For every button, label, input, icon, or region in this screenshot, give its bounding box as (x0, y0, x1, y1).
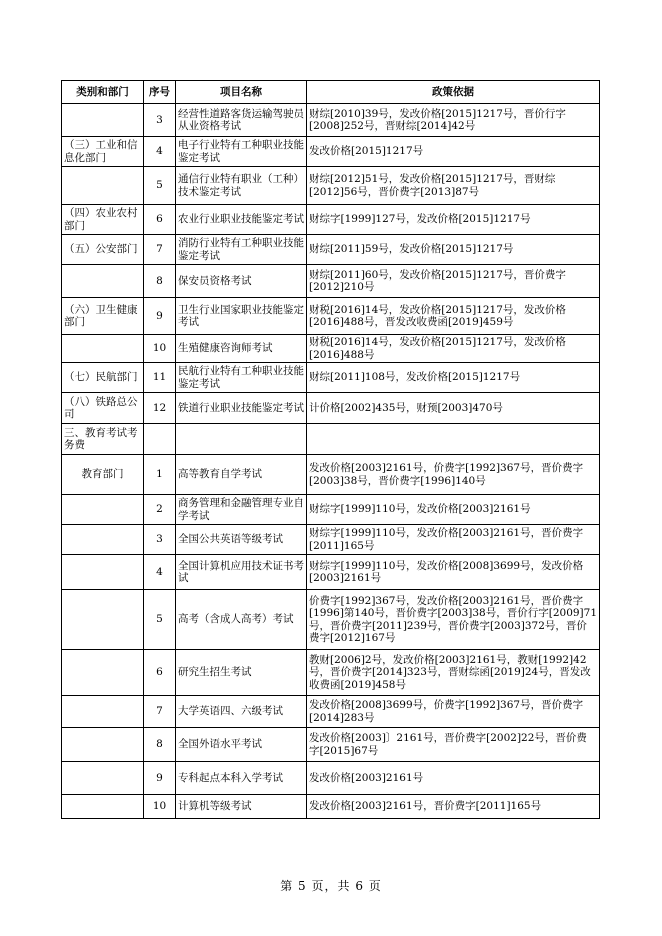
page-footer: 第 5 页，共 6 页 (280, 879, 382, 893)
cell-name: 电子行业特有工种职业技能鉴定考试 (176, 137, 307, 167)
cell-number: 6 (144, 205, 176, 235)
cell-number: 8 (144, 728, 176, 762)
cell-number: 1 (144, 455, 176, 495)
cell-name: 卫生行业国家职业技能鉴定考试 (176, 298, 307, 335)
table-row (62, 335, 600, 363)
cell-name: 计算机等级考试 (176, 795, 307, 819)
cell-name: 生殖健康咨询师考试 (176, 335, 307, 363)
table-row (62, 265, 600, 298)
cell-number (144, 424, 176, 455)
cell-category (62, 696, 144, 728)
table-row (62, 455, 600, 495)
cell-category: （四）农业农村部门 (62, 205, 144, 235)
cell-number: 10 (144, 795, 176, 819)
table-row (62, 205, 600, 235)
cell-basis: 财综字[1999]127号，发改价格[2015]1217号 (307, 205, 600, 235)
cell-category: （七）民航部门 (62, 363, 144, 393)
table-body (62, 104, 600, 819)
cell-category (62, 590, 144, 650)
cell-number: 6 (144, 650, 176, 696)
cell-number: 8 (144, 265, 176, 298)
cell-name: 全国外语水平考试 (176, 728, 307, 762)
cell-category (62, 265, 144, 298)
table-row (62, 650, 600, 696)
cell-name: 经营性道路客货运输驾驶员从业资格考试 (176, 104, 307, 137)
cell-name: 商务管理和金融管理专业自学考试 (176, 495, 307, 525)
cell-name: 全国计算机应用技术证书考试 (176, 555, 307, 590)
cell-category (62, 525, 144, 555)
table-row (62, 696, 600, 728)
cell-number: 11 (144, 363, 176, 393)
cell-basis: 发改价格[2008]3699号，价费字[1992]367号，晋价费字[2014]283号 (307, 696, 600, 728)
cell-basis: 财综字[1999]110号，发改价格[2003]2161号，晋价费字[2011]165号 (307, 525, 600, 555)
cell-basis: 财综[2012]51号，发改价格[2015]1217号，晋财综[2012]56号，晋价费字[2013]87号 (307, 167, 600, 205)
cell-basis: 发改价格[2003]〕2161号，晋价费字[2002]22号，晋价费字[2015]67号 (307, 728, 600, 762)
table-row (62, 590, 600, 650)
cell-basis: 发改价格[2015]1217号 (307, 137, 600, 167)
table-row (62, 104, 600, 137)
header-basis: 政策依据 (307, 81, 600, 104)
table-row (62, 298, 600, 335)
cell-name: 通信行业特有职业（工种）技术鉴定考试 (176, 167, 307, 205)
cell-basis: 财税[2016]14号，发改价格[2015]1217号，发改价格[2016]488号 (307, 335, 600, 363)
cell-number: 3 (144, 104, 176, 137)
cell-name: 大学英语四、六级考试 (176, 696, 307, 728)
cell-name: 保安员资格考试 (176, 265, 307, 298)
cell-number: 10 (144, 335, 176, 363)
table-row (62, 762, 600, 795)
cell-number: 4 (144, 555, 176, 590)
cell-basis: 财综[2011]108号，发改价格[2015]1217号 (307, 363, 600, 393)
cell-basis (307, 424, 600, 455)
cell-number: 5 (144, 590, 176, 650)
table-row (62, 363, 600, 393)
cell-basis: 发改价格[2003]2161号，晋价费字[2011]165号 (307, 795, 600, 819)
cell-basis: 财税[2016]14号，发改价格[2015]1217号，发改价格[2016]488号，晋发改收费函[2019]459号 (307, 298, 600, 335)
cell-basis: 财综[2011]59号，发改价格[2015]1217号 (307, 235, 600, 265)
header-category: 类别和部门 (62, 81, 144, 104)
table-row (62, 728, 600, 762)
table-row (62, 167, 600, 205)
cell-category (62, 555, 144, 590)
cell-category: （八）铁路总公司 (62, 393, 144, 424)
table-row (62, 495, 600, 525)
table-row (62, 525, 600, 555)
table-row (62, 424, 600, 455)
cell-basis: 财综字[1999]110号，发改价格[2003]2161号 (307, 495, 600, 525)
cell-name: 铁道行业职业技能鉴定考试 (176, 393, 307, 424)
cell-basis: 财综字[1999]110号，发改价格[2008]3699号，发改价格[2003]2161号 (307, 555, 600, 590)
table-row (62, 393, 600, 424)
cell-category (62, 728, 144, 762)
cell-name: 高等教育自学考试 (176, 455, 307, 495)
cell-name: 高考（含成人高考）考试 (176, 590, 307, 650)
cell-basis: 教财[2006]2号，发改价格[2003]2161号，教财[1992]42号，晋价费字[2014]323号，晋财综函[2019]24号，晋发改收费函[2019]458号 (307, 650, 600, 696)
cell-name: 全国公共英语等级考试 (176, 525, 307, 555)
cell-name (176, 424, 307, 455)
table-row (62, 235, 600, 265)
cell-category: （六）卫生健康部门 (62, 298, 144, 335)
cell-category (62, 104, 144, 137)
cell-category (62, 335, 144, 363)
cell-category: 教育部门 (62, 455, 144, 495)
cell-number: 7 (144, 235, 176, 265)
header-name: 项目名称 (176, 81, 307, 104)
table-header-row (62, 81, 600, 104)
table-row (62, 555, 600, 590)
cell-number: 7 (144, 696, 176, 728)
cell-name: 农业行业职业技能鉴定考试 (176, 205, 307, 235)
header-number: 序号 (144, 81, 176, 104)
cell-category: （三）工业和信息化部门 (62, 137, 144, 167)
cell-number: 3 (144, 525, 176, 555)
cell-number: 2 (144, 495, 176, 525)
table-row (62, 137, 600, 167)
cell-name: 民航行业特有工种职业技能鉴定考试 (176, 363, 307, 393)
cell-category: （五）公安部门 (62, 235, 144, 265)
cell-category (62, 495, 144, 525)
cell-category: 三、教育考试考务费 (62, 424, 144, 455)
cell-number: 9 (144, 298, 176, 335)
cell-category (62, 762, 144, 795)
cell-basis: 财综[2011]60号，发改价格[2015]1217号，晋价费字[2012]210号 (307, 265, 600, 298)
cell-basis: 发改价格[2003]2161号，价费字[1992]367号，晋价费字[2003]38号，晋价费字[1996]140号 (307, 455, 600, 495)
cell-name: 专科起点本科入学考试 (176, 762, 307, 795)
cell-category (62, 795, 144, 819)
policy-table (61, 80, 600, 819)
cell-category (62, 167, 144, 205)
cell-name: 消防行业特有工种职业技能鉴定考试 (176, 235, 307, 265)
table-row (62, 795, 600, 819)
cell-number: 12 (144, 393, 176, 424)
cell-name: 研究生招生考试 (176, 650, 307, 696)
cell-number: 9 (144, 762, 176, 795)
cell-basis: 财综[2010]39号，发改价格[2015]1217号，晋价行字[2008]252号，晋财综[2014]42号 (307, 104, 600, 137)
cell-basis: 发改价格[2003]2161号 (307, 762, 600, 795)
cell-category (62, 650, 144, 696)
cell-basis: 价费字[1992]367号，发改价格[2003]2161号，晋价费字[1996]第140号，晋价费字[2003]38号，晋价行字[2009]71号，晋价费字[2011]239号，晋价费字[2003]372号，晋价费字[2012]167号 (307, 590, 600, 650)
cell-number: 5 (144, 167, 176, 205)
cell-number: 4 (144, 137, 176, 167)
cell-basis: 计价格[2002]435号，财预[2003]470号 (307, 393, 600, 424)
